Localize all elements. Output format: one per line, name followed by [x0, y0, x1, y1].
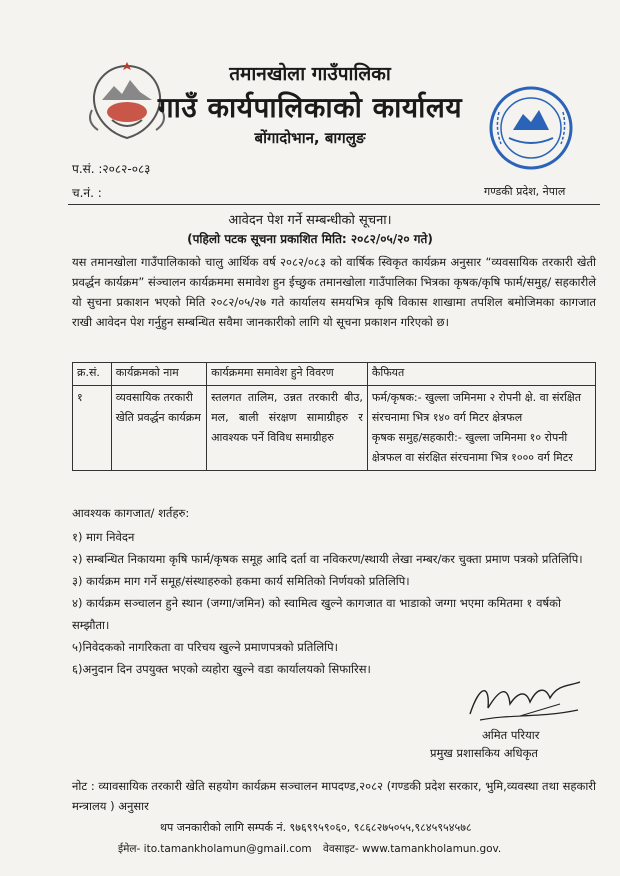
notice-publish-date: (पहिलो पटक सूचना प्रकाशित मिति: २०८२/०५/२० गते): [187, 232, 433, 246]
notice-body: यस तमानखोला गाउँपालिकाको चालु आर्थिक वर्ष २०८२/०८३ को वार्षिक स्विकृत कार्यक्रम अनुसार “व्यवसायिक तरकारी खेती प्रवर्द्धन कार्यक्रम” संञ्चालन कार्यक्रममा समावेश हुन ईच्छुक तमानखोला गाउँपालिका भित्रका कृषक/कृषि फार्म/समुह/ सहकारीले यो सुचना प्रकाशन भएको मिति २०८२/०५/२७ गते कार्यालय समयभित्र कृषि विकास शाखामा तपशिल बमोजिमका कागजात राखी आवेदन पेश गर्नुहुन सम्बन्धित सवैमा जानकारीको लागि यो सूचना प्रकाशन गरिएको छ।: [72, 255, 596, 329]
contact-numbers: थप जनकारीको लागि सम्पर्क नं. ९७६९९५९०६०, ९८६८२७५०५५,९८४५९५४५७८: [160, 821, 472, 834]
cell-sn: १: [73, 386, 112, 471]
cell-details: स्तलगत तालिम, उन्नत तरकारी बीउ, मल, बाली संरक्षण सामाग्रीहरु र आवश्यक पर्ने विविध समाग्रीहरु: [207, 386, 368, 471]
signer-title: प्रमुख प्रशासकिय अधिकृत: [430, 746, 538, 760]
signature-icon: [460, 674, 590, 726]
website-link[interactable]: वेवसाइट- www.tamankholamun.gov.: [322, 843, 502, 855]
org-name-line1: तमानखोला गाउँपालिका: [229, 63, 391, 85]
cell-program-name: व्यवसायिक तरकारी खेति प्रवर्द्धन कार्यक्रम: [111, 386, 206, 471]
program-table: [72, 362, 596, 471]
province-label: गण्डकी प्रदेश, नेपाल: [484, 185, 566, 198]
signer-name: अमित परियार: [482, 728, 540, 742]
reference-number: प.सं. :२०८२-०८३: [72, 162, 151, 176]
list-item: ५)निवेदकको नागरिकता वा परिचय खुल्ने प्रमाणपत्रको प्रतिलिपि।: [72, 640, 339, 654]
table-header-row: [73, 363, 596, 386]
list-item: २) सम्बन्धित निकायमा कृषि फार्म/कृषक समूह आदि दर्ता वा नविकरण/स्थायी लेखा नम्बर/कर चुक्ता प्रमाण पत्रको प्रतिलिपि।: [72, 552, 583, 566]
office-title: गाउँ कार्यपालिकाको कार्यालय: [157, 91, 463, 124]
list-item: ३) कार्यक्रम माग गर्ने समूह/संस्थाहरुको हकमा कार्य समितिको निर्णयको प्रतिलिपि।: [72, 574, 410, 588]
documents-list: [72, 526, 596, 680]
header-divider: [68, 204, 600, 205]
contact-web: [118, 842, 509, 856]
col-header-sn: क्र.सं.: [73, 363, 112, 386]
notice-title: आवेदन पेश गर्ने सम्बन्धीको सूचना।: [228, 213, 392, 228]
dispatch-number: च.नं. :: [72, 186, 102, 200]
col-header-details: कार्यक्रममा समावेश हुने विवरण: [207, 363, 368, 386]
documents-heading: आवश्यक कागजात/ शर्तहरु:: [72, 506, 190, 520]
col-header-remarks: कैफियत: [367, 363, 595, 386]
table-row: [73, 386, 596, 471]
office-seal-icon: [485, 82, 577, 174]
col-header-program: कार्यक्रमको नाम: [111, 363, 206, 386]
cell-remarks: [367, 386, 595, 471]
list-item: १) माग निवेदन: [72, 530, 135, 544]
email-link[interactable]: ईमेल- ito.tamankholamun@gmail.com: [118, 843, 312, 855]
list-item: ४) कार्यक्रम सञ्चालन हुने स्थान (जग्गा/जमिन) को स्वामित्व खुल्ने कागजात वा भाडाको जग्गा भएमा कमितमा १ वर्षको सम्झौता।: [72, 596, 561, 632]
footer-note: नोट : व्यावसायिक तरकारी खेति सहयोग कार्यक्रम सञ्चालन मापदण्ड,२०८२ (गण्डकी प्रदेश सरकार, भुमि,व्यवस्था तथा सहकारी मन्त्रालय ) अनुसार: [72, 779, 596, 813]
office-address: बोंगादोभान, बागलुङ: [254, 129, 366, 147]
remark-farm: फर्म/कृषक:- खुल्ला जमिनमा २ रोपनी क्षे. वा संरक्षित संरचनामा भित्र १४० वर्ग मिटर क्षेत्रफल: [371, 391, 582, 424]
list-item: ६)अनुदान दिन उपयुक्त भएको व्यहोरा खुल्ने वडा कार्यालयको सिफारिस।: [72, 662, 371, 676]
remark-group: कृषक समुह/सहकारी:- खुल्ला जमिनमा १० रोपनी क्षेत्रफल वा संरक्षित संरचनामा भित्र १००० वर्ग मिटर: [371, 431, 573, 464]
